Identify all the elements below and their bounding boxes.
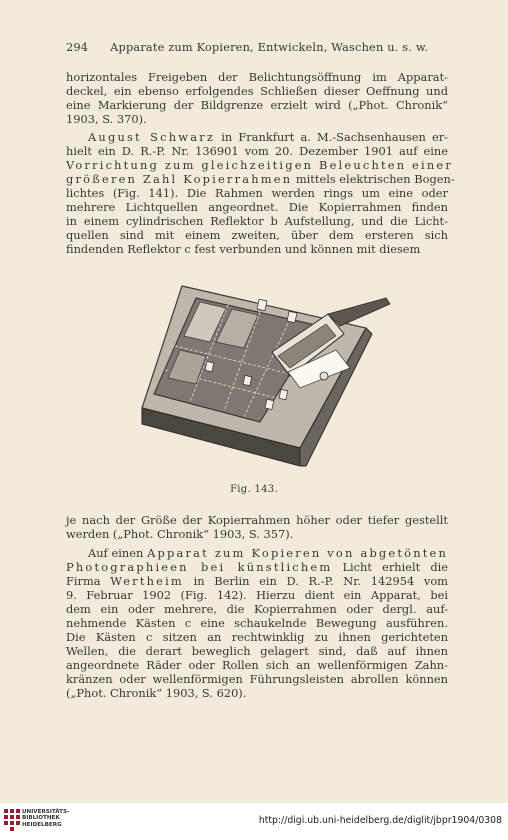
text-line: 9. Februar 1902 (Fig. 142). Hierzu dient ein Apparat, bei — [66, 588, 448, 602]
text-fragment-spaced: Photographieen bei künstlichem — [66, 560, 333, 574]
handle — [328, 298, 390, 326]
text-line: eine Markierung der Bildgrenze erzielt wird („Phot. Chronik“ — [66, 98, 448, 112]
text-line: Die Kästen c sitzen an rechtwinklig zu ihnen gerichteten — [66, 630, 448, 644]
text-line: hielt ein D. R.-P. Nr. 136901 vom 20. Dezember 1901 auf eine — [66, 144, 448, 158]
text-fragment: in Frankfurt a. M.-Sachsenhausen er- — [215, 130, 448, 144]
text-line: findenden Reflektor c fest verbunden und können mit diesem — [66, 242, 421, 256]
text-line: Wellen, die derart beweglich gelagert sind, daß auf ihnen — [66, 644, 448, 658]
text-line: je nach der Größe der Kopierrahmen höher oder tiefer gestellt — [66, 513, 448, 527]
library-logo-icon — [4, 809, 20, 831]
figure-caption: Fig. 143. — [230, 484, 278, 495]
text-fragment: in Berlin ein D. R.-P. Nr. 142954 vom — [183, 574, 448, 588]
person-name: August Schwarz — [88, 130, 216, 144]
text-line: horizontales Freigeben der Belichtungsöffnung im Apparat- — [66, 70, 448, 84]
library-name-line: HEIDELBERG — [22, 821, 62, 828]
paragraph-3 — [66, 513, 448, 541]
footer-bar — [0, 803, 508, 840]
text-line: 1903, S. 370). — [66, 112, 147, 126]
text-fragment: Licht erhielt die — [332, 560, 448, 574]
text-line: nehmende Kästen c eine schaukelnde Bewegung ausführen. — [66, 616, 448, 630]
text-fragment-spaced: größeren Zahl Kopierrahmen — [66, 172, 293, 186]
library-name-line: UNIVERSITÄTS- — [22, 809, 70, 815]
text-line: lichtes (Fig. 141). Die Rahmen werden rings um eine oder — [66, 186, 448, 200]
text-line: in einem cylindrischen Reflektor b Aufstellung, und die Licht- — [66, 214, 448, 228]
paragraph-2 — [66, 130, 455, 256]
paragraph-1 — [66, 70, 448, 126]
text-line: („Phot. Chronik“ 1903, S. 620). — [66, 686, 247, 700]
text-fragment: Auf einen — [88, 546, 148, 560]
paragraph-4 — [66, 546, 448, 700]
text-line — [66, 172, 455, 186]
text-line: kränzen oder wellenförmigen Führungsleisten abrollen können — [66, 672, 448, 686]
text-fragment: Firma — [66, 574, 111, 588]
text-fragment-spaced: Apparat zum Kopieren von abgetönten — [147, 546, 448, 560]
figure-illustration — [140, 272, 402, 478]
text-line-spaced: Vorrichtung zum gleichzeitigen Beleuchten einer — [66, 158, 453, 172]
running-title: Apparate zum Kopieren, Entwickeln, Waschen u. s. w. — [110, 41, 429, 54]
text-line: quellen sind mit einem zweiten, über dem ersteren sich — [66, 228, 448, 242]
source-url-link[interactable]: http://digi.ub.uni-heidelberg.de/diglit/jbpr1904/0308 — [258, 815, 502, 826]
text-line: dem ein oder mehrere, die Kopierrahmen oder dergl. auf- — [66, 602, 448, 616]
text-line: angeordnete Räder oder Rollen sich an wellenförmigen Zahn- — [66, 658, 448, 672]
text-line: werden („Phot. Chronik“ 1903, S. 357). — [66, 527, 294, 541]
text-line: deckel, ein ebenso erfolgendes Schließen dieser Oeffnung und — [66, 84, 448, 98]
library-name-line: BIBLIOTHEK — [22, 815, 60, 822]
text-line: mehrere Lichtquellen angeordnet. Die Kopierrahmen finden — [66, 200, 448, 214]
knob — [320, 372, 328, 380]
running-header — [66, 41, 448, 54]
text-line — [66, 130, 448, 144]
company-name: Wertheim — [110, 574, 184, 588]
text-line — [66, 574, 448, 588]
library-name — [22, 809, 69, 828]
page-number: 294 — [66, 41, 89, 54]
text-fragment: mittels elektrischen Bogen- — [292, 172, 455, 186]
text-line — [66, 546, 448, 560]
text-line — [66, 560, 448, 574]
